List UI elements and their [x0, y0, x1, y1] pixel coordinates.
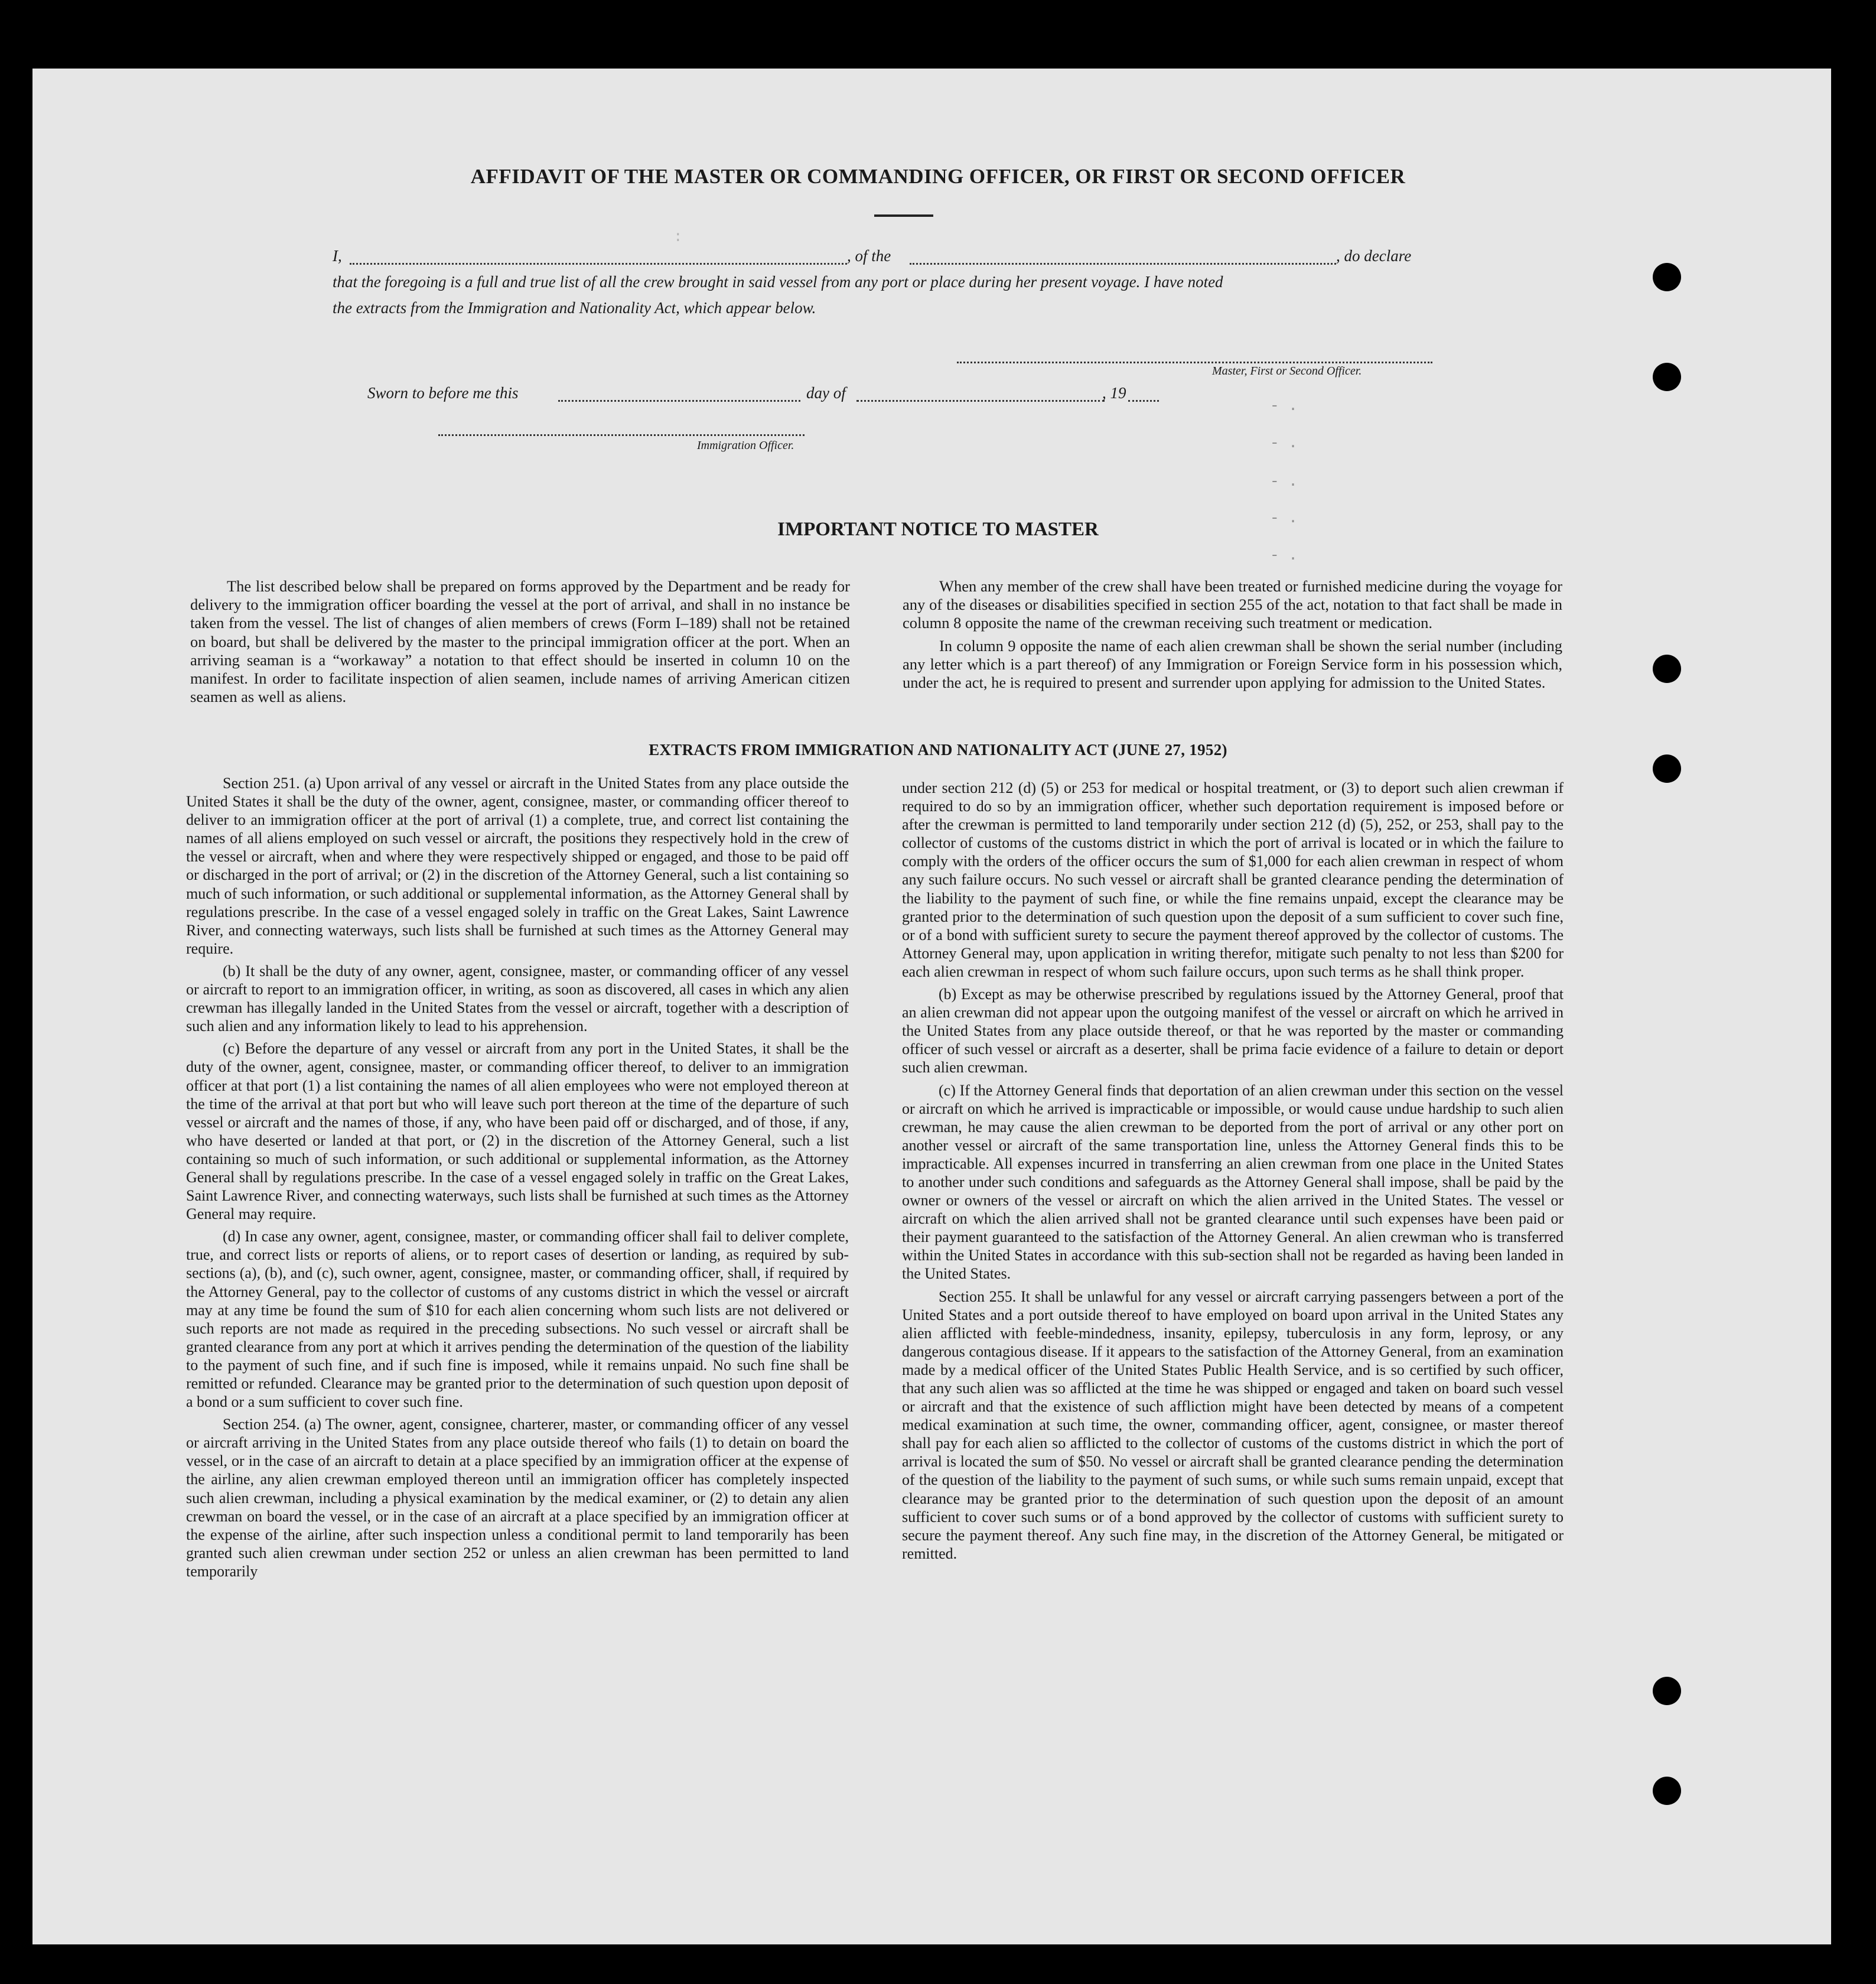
extract-paragraph: (b) It shall be the duty of any owner, agent, consignee, master, or commanding officer of any vessel or aircraft to report to an immigration officer, in writing, as soon as discovered, all cases in which any alien crewman has illegally landed in the United States from the vessel or aircraft, together with a description of such alien and any information likely to lead to his apprehension.: [186, 962, 849, 1035]
extract-paragraph: Section 251. (a) Upon arrival of any vessel or aircraft in the United States from any place outside the United States it shall be the duty of the owner, agent, consignee, master, or commanding officer thereof to deliver to an immigration officer at the port of arrival (1) a complete, true, and correct list containing the names of all aliens employed on such vessel or aircraft, the positions they respectively hold in the crew of the vessel or aircraft, when and where they were respectively shipped or engaged, and those to be paid off or discharged in the port of arrival; or (2) in the discretion of the Attorney General, such a list containing so much of such information, or such additional or supplemental information, as the Attorney General shall by regulations prescribe. In the case of a vessel engaged solely in traffic on the Great Lakes, Saint Lawrence River, and connecting waterways, such lists shall be furnished at such times as the Attorney General may require.: [186, 775, 849, 957]
master-caption: Master, First or Second Officer.: [1212, 365, 1362, 378]
extracts-right-column: [902, 779, 1564, 1567]
sworn-year-blank: [1128, 400, 1159, 402]
officer-signature-line: [438, 434, 805, 436]
day-of-label: day of: [806, 384, 846, 402]
extracts-left-column: [186, 774, 849, 1585]
bleed-through-mark: - .: [1270, 547, 1298, 564]
notice-title: IMPORTANT NOTICE TO MASTER: [777, 519, 1099, 540]
punch-hole: [1653, 655, 1681, 683]
officer-caption: Immigration Officer.: [697, 439, 794, 452]
affidavit-do-declare-label: , do declare: [1336, 247, 1412, 265]
punch-hole: [1653, 363, 1681, 391]
extract-paragraph: Section 255. It shall be unlawful for any vessel or aircraft carrying passengers between a port of the United States and a port outside thereof to have employed on board upon arrival in the United States any alien afflicted with feeble-mindedness, insanity, epilepsy, tuberculosis in any form, leprosy, or any dangerous contagious disease. If it appears to the satisfaction of the Attorney General, from an examination made by a medical officer of the United States Public Health Service, and is so certified by such officer, that any such alien was so afflicted at the time he was shipped or engaged and taken on board such vessel or aircraft and that the existence of such affliction might have been detected by means of a competent medical examination at such time, the owner, commanding officer, agent, consignee, or master thereof shall pay for each alien so afflicted to the collector of customs of the customs district in which the port of arrival is located the sum of $50. No vessel or aircraft shall be granted clearance pending the determination of the question of the liability to the payment of such sums, or while such sums remain unpaid, except that clearance may be granted prior to the determination of such question upon the deposit of an amount sufficient to cover such sums or of a bond approved by the collector of customs with sufficient surety to secure the payment thereof. Any such fine may, in the discretion of the Attorney General, be mitigated or remitted.: [902, 1287, 1564, 1562]
title-divider: [874, 214, 933, 217]
bleed-through-mark: - .: [1270, 397, 1298, 415]
affidavit-statement-line2: the extracts from the Immigration and Nationality Act, which appear below.: [333, 299, 816, 317]
vessel-blank: [910, 263, 1336, 265]
extract-paragraph: under section 212 (d) (5) or 253 for medical or hospital treatment, or (3) to deport such alien crewman if required to do so by an immigration officer, whether such deportation requirement is imposed before or after the crewman is permitted to land temporarily under section 212 (d) (5), 252, or 253, shall pay to the collector of customs of the customs district in which the port of arrival is located or in which the failure to comply with the orders of the officer occurs the sum of $1,000 for each alien crewman in respect of whom any such failure occurs. No such vessel or aircraft shall be granted clearance pending the determination of the liability to the payment of such fine, or while the fine remains unpaid, except the clearance may be granted prior to the determination of such question upon the deposit of a sum sufficient to cover such fine, or of a bond with sufficient surety to secure the payment thereof approved by the collector of customs. The Attorney General may, upon application in writing therefor, mitigate such penalty to not less than $200 for each alien crewman in respect of whom such failure occurs, upon such terms as he shall think proper.: [902, 779, 1564, 980]
notice-right-paragraph-2: In column 9 opposite the name of each alien crewman shall be shown the serial number (including any letter which is a part thereof) of any Immigration or Foreign Service form in his possession which, under the act, he is required to present and surrender upon applying for admission to the United States.: [903, 636, 1562, 692]
affidavit-i-label: I,: [333, 247, 342, 265]
punch-hole: [1653, 263, 1681, 291]
extracts-title: EXTRACTS FROM IMMIGRATION AND NATIONALITY ACT (JUNE 27, 1952): [649, 741, 1227, 759]
bleed-through-text: :: [673, 228, 683, 246]
notice-left-column: [190, 577, 850, 710]
punch-hole: [1653, 1677, 1681, 1705]
bleed-through-mark: - .: [1270, 434, 1298, 452]
affidavit-of-the-label: , of the: [847, 247, 891, 265]
sworn-month-blank: [856, 400, 1105, 402]
affidavit-title: AFFIDAVIT OF THE MASTER OR COMMANDING OFFICER, OR FIRST OR SECOND OFFICER: [470, 165, 1406, 188]
extract-paragraph: (c) Before the departure of any vessel or aircraft from any port in the United States, it shall be the duty of the owner, agent, consignee, master, or commanding officer thereof, to deliver to an immigration officer at that port (1) a list containing the names of all alien employees who were not employed thereon at the time of the arrival at that port but who will leave such port thereon at the time of the departure of such vessel or aircraft and the names of those, if any, who have been paid off or discharged, and of those, if any, who have deserted or landed at that port, or (2) in the discretion of the Attorney General, such a list containing so much of such information, or such additional or supplemental information, as the Attorney General shall by regulations prescribe. In the case of a vessel engaged solely in traffic on the Great Lakes, Saint Lawrence River, and connecting waterways, such lists shall be furnished at such times as the Attorney General may require.: [186, 1040, 849, 1223]
notice-right-column: [903, 577, 1562, 696]
bleed-through-mark: - .: [1270, 509, 1298, 527]
extract-paragraph: Section 254. (a) The owner, agent, consignee, charterer, master, or commanding officer of any vessel or aircraft arriving in the United States from any place outside thereof who fails (1) to detain on board the vessel, or in the case of an aircraft to detain at a place specified by an immigration officer at the expense of the airline, any alien crewman employed thereon until an immigration officer has completely inspected such alien crewman, including a physical examination by the medical examiner, or (2) to detain any alien crewman on board the vessel, or in the case of an aircraft at a place specified by an immigration officer at the expense of the airline, after such inspection unless a conditional permit to land temporarily has been granted such alien crewman under section 252 or unless an alien crewman has been permitted to land temporarily: [186, 1416, 849, 1580]
year-label: , 19: [1102, 384, 1126, 402]
extract-paragraph: (b) Except as may be otherwise prescribed by regulations issued by the Attorney General, proof that an alien crewman did not appear upon the outgoing manifest of the vessel or aircraft on which he arrived in the United States from any place outside thereof, or that he was reported by the master or commanding officer of such vessel or aircraft as a deserter, shall be prima facie evidence of a failure to detain or deport such alien crewman.: [902, 986, 1564, 1076]
extract-paragraph: (c) If the Attorney General finds that deportation of an alien crewman under this section on the vessel or aircraft on which he arrived is impracticable or impossible, or would cause undue hardship to such alien crewman, he may cause the alien crewman to be deported from the port of arrival or any other port on another vessel or aircraft of the same transportation line, unless the Attorney General finds this to be impracticable. All expenses incurred in transferring an alien crewman from one place in the United States to another under such conditions and safeguards as the Attorney General shall impose, shall be paid by the owner or owners of the vessel or aircraft on which the alien arrived in the United States. The vessel or aircraft on which the alien arrived shall not be granted clearance until such expenses have been paid or their payment guaranteed to the satisfaction of the Attorney General. An alien crewman who is transferred within the United States in accordance with this sub-section shall not be regarded as having been landed in the United States.: [902, 1081, 1564, 1283]
sworn-day-blank: [558, 400, 800, 402]
notice-left-paragraph: The list described below shall be prepared on forms approved by the Department and be ready for delivery to the immigration officer boarding the vessel at the port of arrival, and shall in no instance be taken from the vessel. The list of changes of alien members of crews (Form I–189) shall not be retained on board, but shall be delivered by the master to the principal immigration officer at the port. When an arriving seaman is a “workaway” a notation to that effect should be inserted in column 10 on the manifest. In order to facilitate inspection of alien seamen, include names of arriving American citizen seamen as well as aliens.: [190, 577, 850, 706]
master-signature-line: [957, 362, 1432, 363]
extract-paragraph: (d) In case any owner, agent, consignee, master, or commanding officer shall fail to deliver complete, true, and correct lists or reports of aliens, or to report cases of desertion or landing, as required by sub-sections (a), (b), and (c), such owner, agent, consignee, master, or commanding officer, shall, if required by the Attorney General, pay to the collector of customs of any customs district in which the vessel or aircraft may at any time be found the sum of $10 for each alien concerning whom such lists are not delivered or such reports are not made as required in the preceding subsections. No such vessel or aircraft shall be granted clearance from any port at which it arrives pending the determination of the question of the liability to the payment of such fine, and if such fine is imposed, while it remains unpaid. No such fine shall be remitted or refunded. Clearance may be granted prior to the determination of such question upon deposit of a bond or a sum sufficient to cover such fine.: [186, 1228, 849, 1411]
sworn-label: Sworn to before me this: [367, 384, 519, 402]
bleed-through-mark: - .: [1270, 473, 1298, 490]
punch-hole: [1653, 1777, 1681, 1805]
affidavit-statement-line1: that the foregoing is a full and true list of all the crew brought in said vessel from any port or place during her present voyage. I have noted: [333, 273, 1223, 291]
name-blank: [350, 263, 847, 265]
notice-right-paragraph-1: When any member of the crew shall have been treated or furnished medicine during the voyage for any of the diseases or disabilities specified in section 255 of the act, notation to that fact shall be made in column 8 opposite the name of the crewman receiving such treatment or medication.: [903, 577, 1562, 632]
